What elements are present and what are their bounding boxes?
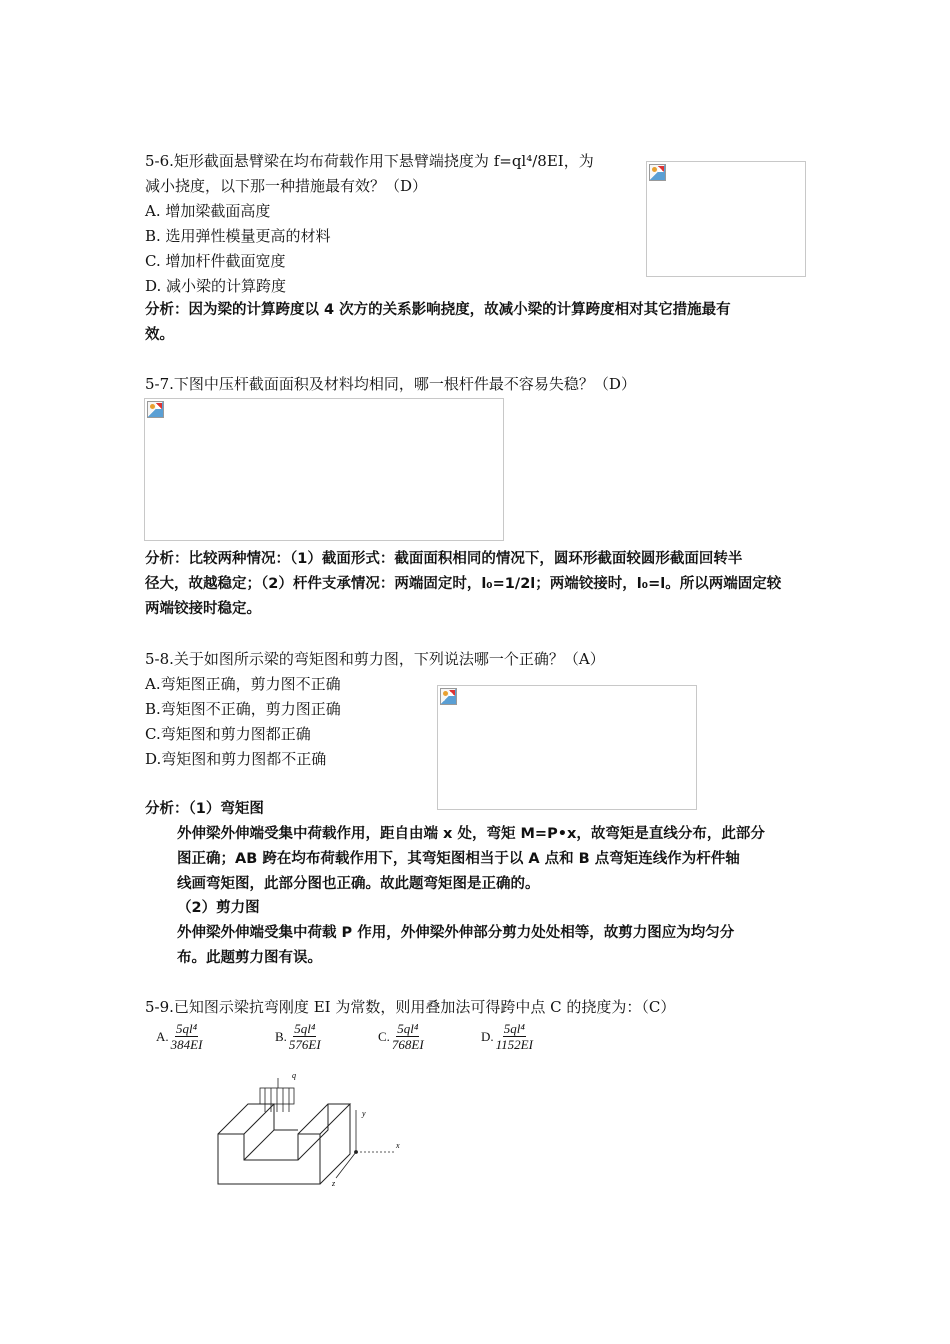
axis-label-x: x (396, 1141, 400, 1150)
q58-analysis-line1: 外伸梁外伸端受集中荷载作用，距自由端 x 处，弯矩 M=P•x，故弯矩是直线分布，此部分 (177, 826, 765, 842)
q59-formula-a: A. $\frac{\text{5ql⁴}}{384EI}$ (156, 1021, 203, 1052)
q56-line2: 减小挠度，以下那一种措施最有效？（D） (145, 177, 428, 195)
q58-option-a: A.弯矩图正确，剪力图不正确 (145, 675, 341, 693)
q59-line1: 5-9.已知图示梁抗弯刚度 EI 为常数，则用叠加法可得跨中点 C 的挠度为：（C） (145, 998, 676, 1016)
q57-analysis-line1: 分析：比较两种情况：（1）截面形式：截面面积相同的情况下，圆环形截面较圆形截面回转半 (145, 551, 743, 567)
q58-option-b: B.弯矩图不正确，剪力图正确 (145, 700, 341, 718)
q59-figure (210, 1068, 410, 1190)
broken-image-icon (440, 688, 457, 705)
q56-option-a: A. 增加梁截面高度 (145, 202, 271, 220)
broken-image-icon (147, 401, 164, 418)
q58-option-d: D.弯矩图和剪力图都不正确 (145, 750, 327, 768)
q57-figure-broken-image (144, 398, 504, 541)
q57-analysis-line3: 两端铰接时稳定。 (145, 601, 261, 617)
q56-line1: 5-6.矩形截面悬臂梁在均布荷载作用下悬臂端挠度为 f=ql⁴/8EI，为 (145, 152, 594, 170)
load-label-q: q (292, 1071, 296, 1080)
q58-figure-broken-image (437, 685, 697, 810)
q58-analysis-line2: 图正确；AB 跨在均布荷载作用下，其弯矩图相当于以 A 点和 B 点弯矩连线作为杆件轴 (177, 851, 740, 867)
q58-option-c: C.弯矩图和剪力图都正确 (145, 725, 311, 743)
q59-formula-c: C. $\frac{\text{5ql⁴}}{768EI}$ (378, 1021, 424, 1052)
q59-formula-d: D. $\frac{\text{5ql⁴}}{1152EI}$ (481, 1021, 533, 1052)
coordinate-axes (336, 1110, 396, 1178)
q56-option-d: D. 减小梁的计算跨度 (145, 277, 287, 295)
q58-line1: 5-8.关于如图所示梁的弯矩图和剪力图，下列说法哪一个正确？（A） (145, 650, 605, 668)
q56-analysis-line2: 效。 (145, 327, 174, 343)
axis-label-z: z (332, 1179, 336, 1188)
q56-analysis-line1: 分析：因为梁的计算跨度以 4 次方的关系影响挠度，故减小梁的计算跨度相对其它措施最有 (145, 302, 731, 318)
q58-analysis-line3: 线画弯矩图，此部分图也正确。故此题弯矩图是正确的。 (177, 876, 540, 892)
q58-analysis-line6: 布。此题剪力图有误。 (177, 950, 322, 966)
q59-formula-b: B. $\frac{\text{5ql⁴}}{576EI}$ (275, 1021, 321, 1052)
distributed-load-q (260, 1078, 294, 1112)
q57-analysis-line2: 径大，故越稳定；（2）杆件支承情况：两端固定时，l₀=1/2l；两端铰接时，l₀=l。所以两端固定较 (145, 576, 782, 592)
q58-analysis-line4: （2）剪力图 (177, 900, 260, 916)
q56-figure-broken-image (646, 161, 806, 277)
q56-option-b: B. 选用弹性模量更高的材料 (145, 227, 331, 245)
q57-line1: 5-7.下图中压杆截面面积及材料均相同，哪一根杆件最不容易失稳？（D） (145, 375, 636, 393)
u-channel-shape (218, 1104, 350, 1184)
q58-analysis-line5: 外伸梁外伸端受集中荷载 P 作用，外伸梁外伸部分剪力处处相等，故剪力图应为均匀分 (177, 925, 735, 941)
q58-analysis-title: 分析：（1）弯矩图 (145, 801, 264, 817)
axis-label-y: y (362, 1109, 366, 1118)
broken-image-icon (649, 164, 666, 181)
q56-option-c: C. 增加杆件截面宽度 (145, 252, 286, 270)
